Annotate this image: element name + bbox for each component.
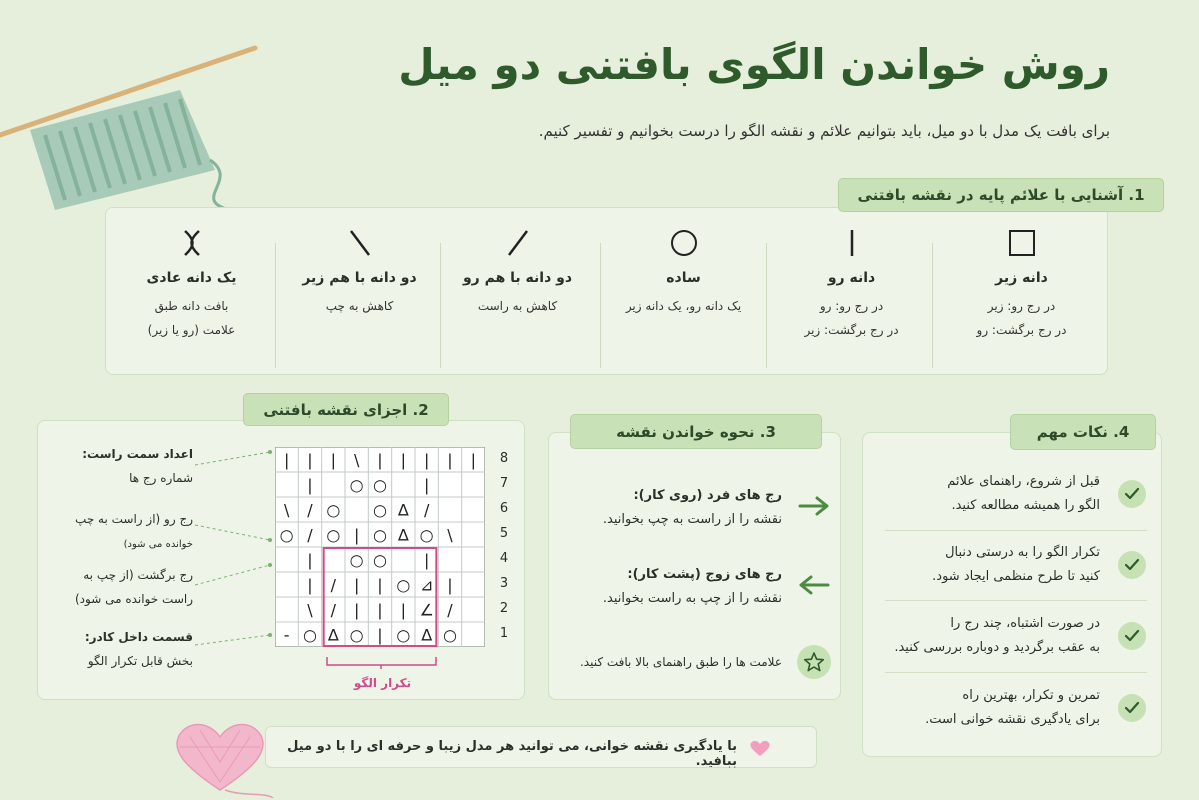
divider: [885, 600, 1147, 601]
chart-cell-symbol: |: [307, 450, 313, 470]
divider: [600, 243, 601, 368]
chart-cell-symbol: /: [423, 500, 430, 520]
symbol-k2tog: [436, 228, 599, 378]
symbol-knit-purl: [940, 228, 1103, 378]
chart-cell-symbol: |: [377, 625, 383, 645]
chart-cell-symbol: ∆: [397, 525, 409, 545]
tip-line: الگو را همیشه مطالعه کنید.: [951, 498, 1100, 513]
symbol-line: بافت دانه طبق: [154, 299, 229, 313]
label-title: رج رو (از راست به چپ: [75, 512, 193, 526]
section3-heading: 3. نحوه خواندن نقشه: [570, 414, 822, 449]
check-icon: [1118, 622, 1146, 650]
symbol-simple: [602, 228, 765, 378]
tip-line: تمرین و تکرار، بهترین راه: [962, 688, 1100, 703]
divider: [275, 243, 276, 368]
label-connector-lines: [190, 440, 280, 660]
chart-cell-symbol: ○: [373, 550, 387, 570]
chart-cell-symbol: ∠: [419, 600, 434, 620]
check-icon: [1118, 480, 1146, 508]
row-number: 3: [499, 575, 509, 591]
backslash-symbol-icon: [345, 228, 375, 258]
odd-rows-info: [570, 484, 782, 532]
row-number: 7: [499, 475, 509, 491]
row-number: 8: [499, 450, 509, 466]
chart-cell-symbol: ○: [349, 475, 364, 495]
chart-cell-symbol: |: [353, 600, 360, 620]
chart-cell-symbol: |: [423, 450, 430, 470]
chart-cell-symbol: ○: [396, 575, 411, 595]
chart-cell-symbol: ○: [443, 625, 457, 645]
chart-cell-symbol: |: [447, 450, 453, 470]
page-subtitle: برای بافت یک مدل با دو میل، باید بتوانیم علائم و نقشه الگو را درست بخوانیم و تفسیر کنیم.: [538, 122, 1110, 140]
chart-cell-symbol: /: [330, 600, 337, 620]
divider: [766, 243, 767, 368]
row-number: 2: [499, 600, 509, 616]
divider: [885, 530, 1147, 531]
label-title: اعداد سمت راست:: [82, 447, 193, 461]
symbol-line: در رج برگشت: رو: [976, 323, 1067, 337]
symbol-title: دانه رو: [827, 270, 876, 286]
tip-line: قبل از شروع، راهنمای علائم: [947, 474, 1100, 489]
check-icon: [1118, 551, 1146, 579]
chart-cell-symbol: ○: [326, 500, 341, 520]
even-rows-title: رج های زوج (پشت کار):: [627, 567, 782, 582]
symbol-title: دو دانه با هم رو: [462, 270, 573, 286]
chart-cell-symbol: ⊿: [419, 575, 434, 595]
chart-cell-symbol: ○: [349, 550, 364, 570]
label-text: خوانده می شود): [123, 539, 193, 550]
chart-cell-symbol: ○: [349, 625, 364, 645]
symbols-row: [110, 228, 1103, 378]
chart-cell-symbol: ○: [419, 525, 434, 545]
chart-cell-symbol: |: [307, 475, 313, 495]
tip-line: کنید تا طرح منظمی ایجاد شود.: [932, 569, 1100, 584]
chart-cell-symbol: /: [447, 600, 453, 620]
chart-cell-symbol: |: [353, 575, 360, 595]
arrow-left-icon: [797, 574, 831, 596]
label-right-side-row: [28, 507, 193, 557]
odd-rows-title: رج های فرد (روی کار):: [633, 488, 782, 503]
chart-cell-symbol: |: [423, 475, 430, 495]
chart-cell-symbol: |: [353, 525, 360, 545]
symbol-line: یک دانه رو، یک دانه زیر: [625, 299, 742, 313]
symbol-knit: [770, 228, 933, 378]
chart-cell-symbol: |: [470, 450, 477, 470]
chart-cell-symbol: ∆: [397, 500, 409, 520]
repeat-bracket: [325, 655, 440, 669]
label-row-numbers: [28, 442, 193, 490]
chart-cell-symbol: |: [377, 575, 383, 595]
tip-line: تکرار الگو را به درستی دنبال: [945, 545, 1100, 560]
footer-text: با یادگیری نقشه خوانی، می توانید هر مدل زیبا و حرفه ای را با دو میل ببافید.: [287, 739, 737, 769]
chart-cell-symbol: ∆: [421, 625, 433, 645]
tip-line: برای یادگیری نقشه خوانی است.: [925, 712, 1100, 727]
label-wrong-side-row: [28, 563, 193, 611]
chart-cell-symbol: ○: [279, 525, 294, 545]
page-title: روش خواندن الگوی بافتنی دو میل: [398, 40, 1110, 89]
chart-cell-symbol: ○: [373, 475, 387, 495]
arrow-right-icon: [797, 495, 831, 517]
chart-cell-symbol: |: [330, 450, 337, 470]
label-text: شماره رج ها: [129, 471, 193, 485]
symbol-line: در رج برگشت: زیر: [804, 323, 899, 337]
label-title: قسمت داخل کادر:: [84, 630, 193, 644]
symbol-regular: [110, 228, 273, 378]
divider: [885, 672, 1147, 673]
row-numbers: [497, 447, 517, 647]
yarn-heart-illustration: [165, 712, 275, 798]
star-badge: [797, 645, 831, 679]
chart-cell-symbol: |: [283, 450, 290, 470]
chart-cell-symbol: /: [330, 575, 337, 595]
label-text: بخش قابل تکرار الگو: [87, 654, 193, 668]
chart-cell-symbol: \: [447, 525, 453, 545]
chart-cell-symbol: ○: [326, 525, 341, 545]
tip-line: در صورت اشتباه، چند رج را: [950, 616, 1100, 631]
circle-symbol-icon: [669, 228, 699, 258]
label-text: راست خوانده می شود): [75, 592, 193, 606]
chart-cell-symbol: \: [283, 500, 290, 520]
chart-cell-symbol: |: [400, 450, 407, 470]
even-rows-text: نقشه را از چپ به راست بخوانید.: [602, 591, 782, 606]
chart-cell-symbol: ○: [396, 625, 411, 645]
vertical-line-symbol-icon: [837, 228, 867, 258]
chart-cell-symbol: |: [307, 575, 313, 595]
chart-cell-symbol: |: [447, 575, 453, 595]
section4-heading: 4. نکات مهم: [1010, 414, 1156, 450]
row-number: 1: [499, 625, 509, 641]
slash-symbol-icon: [503, 228, 533, 258]
symbol-title: یک دانه عادی: [146, 270, 237, 286]
star-icon: [803, 651, 825, 673]
chart-cell-symbol: ○: [373, 500, 387, 520]
even-rows-info: [570, 563, 782, 611]
symbol-line: علامت (رو یا زیر): [147, 323, 236, 337]
symbol-p2tog: [278, 228, 441, 378]
chart-cell-symbol: |: [377, 450, 383, 470]
chart-cell-symbol: /: [307, 525, 313, 545]
row-number: 5: [499, 525, 509, 541]
chart-cell-symbol: -: [283, 625, 290, 645]
chart-cell-symbol: ○: [373, 525, 387, 545]
knitting-chart-grid: [275, 447, 485, 647]
section2-heading: 2. اجزای نقشه بافتنی: [243, 393, 449, 426]
symbol-line: در رج رو: رو: [819, 299, 884, 313]
chart-cell-symbol: |: [307, 550, 313, 570]
tip-line: به عقب برگردید و دوباره بررسی کنید.: [894, 640, 1100, 655]
square-symbol-icon: [1007, 228, 1037, 258]
tip-2: [880, 541, 1100, 589]
odd-rows-text: نقشه را از راست به چپ بخوانید.: [602, 512, 782, 527]
symbol-line: کاهش به راست: [477, 299, 558, 313]
chart-cell-symbol: |: [377, 600, 383, 620]
chart-cell-symbol: \: [307, 600, 313, 620]
symbol-title: ساده: [666, 270, 701, 286]
row-number: 6: [499, 500, 509, 516]
symbol-title: دو دانه با هم زیر: [302, 270, 417, 286]
row-number: 4: [499, 550, 509, 566]
tip-3: [880, 612, 1100, 660]
label-repeat-box: [28, 625, 193, 673]
section1-heading: 1. آشنایی با علائم پایه در نقشه بافتنی: [838, 178, 1164, 212]
chart-cell-symbol: ○: [303, 625, 317, 645]
chart-cell-symbol: \: [353, 450, 360, 470]
chart-cell-symbol: ∆: [327, 625, 339, 645]
label-title: رج برگشت (از چپ به: [83, 568, 193, 582]
symbol-line: در رج رو: زیر: [987, 299, 1056, 313]
heart-icon: [748, 738, 772, 758]
symbol-line: کاهش به چپ: [325, 299, 394, 313]
chart-cell-symbol: |: [400, 600, 407, 620]
tip-1: [880, 470, 1100, 518]
symbol-note: علامت ها را طبق راهنمای بالا بافت کنید.: [579, 655, 782, 669]
chart-cell-symbol: |: [423, 550, 430, 570]
tip-4: [880, 684, 1100, 732]
cross-symbol-icon: [177, 228, 207, 258]
symbol-title: دانه زیر: [995, 270, 1048, 286]
repeat-label: تکرار الگو: [353, 676, 412, 690]
chart-cell-symbol: /: [307, 500, 313, 520]
chart-grid-svg: [275, 447, 485, 647]
check-icon: [1118, 694, 1146, 722]
